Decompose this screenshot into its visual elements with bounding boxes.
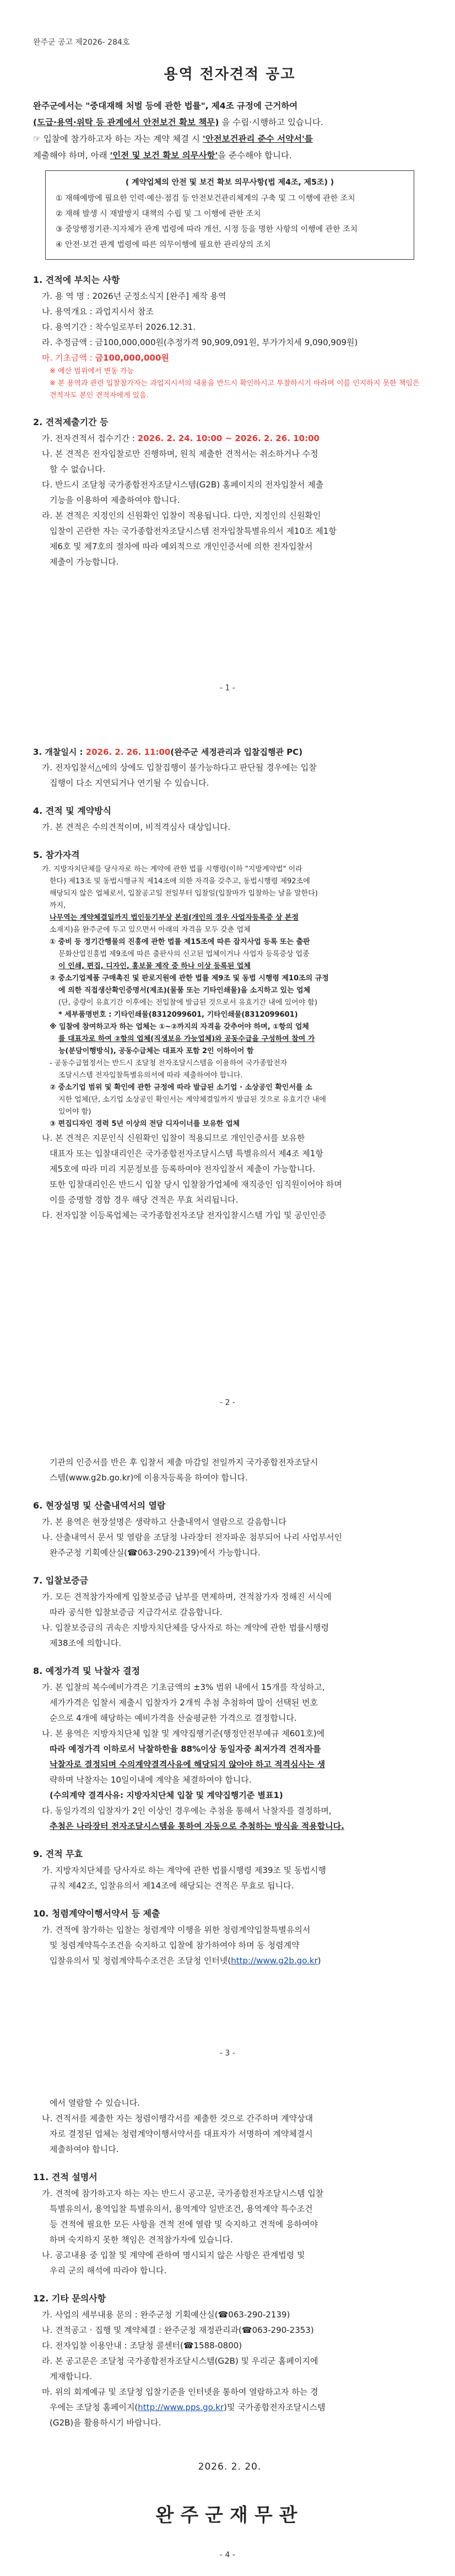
base-amount: 마. 기초금액 : 금100,000,000원 xyxy=(42,353,169,363)
paragraph-line: 다. 동일가격의 입찰자가 2인 이상인 경우에는 추첨을 통해서 낙찰자를 결정하며, xyxy=(42,1806,332,1816)
paragraph-line: (단, 중량이 유효기간 이후에는 전입찰에 발급된 것으로서 유효기간 내에 있어야 함) xyxy=(58,999,318,1007)
document-page-3 xyxy=(0,1424,455,2074)
paragraph-line: 에 의한 직접생산확인증명서(제조)(물품 또는 기타인쇄물)을 소지하고 있는 업체 xyxy=(58,986,311,995)
paragraph-line: 해당되지 않은 업체로서, 입찰공고일 전일부터 입찰일(입찰마가 입찰하는 날을 말한다) xyxy=(50,889,318,898)
section-9-heading: 9. 견적 무효 xyxy=(33,1849,83,1859)
paragraph-line: - 공동수급협정서는 반드시 조달청 전자조달시스템을 이용하여 국가종합전자 xyxy=(50,1059,288,1067)
g2b-link[interactable]: http://www.g2b.go.kr xyxy=(231,1956,318,1966)
paragraph-line: 및 청렴계약특수조건을 숙지하고 입찰에 참가하여야 하며 동 청렴계약 xyxy=(50,1940,300,1950)
paragraph-line: ② 중소기업 범위 및 확인에 관한 규정에 따라 발급된 소기업 · 소상공인 확인서를 소 xyxy=(50,1083,312,1092)
paragraph-line: 게재합니다. xyxy=(50,2371,93,2381)
paragraph-line: 특별유의서, 용역입찰 특별유의서, 용역계약 일반조건, 용역계약 특수조건 xyxy=(50,2204,313,2214)
paragraph-line: 가. 전자입찰서△에의 상에도 입찰집행이 불가능하다고 판단될 경우에는 입찰 xyxy=(42,763,317,772)
document-page-2 xyxy=(0,709,455,1424)
paragraph-line: 에서 열람할 수 있습니다. xyxy=(50,2098,140,2108)
paragraph-line: 지한 업체(단, 소기업 소상공인 확인서는 계약체결일까지 발급된 것으로 유효기간 내에 xyxy=(58,1096,326,1104)
paragraph-line: 마. 위의 회계예규 및 조달청 입찰기준을 인터넷을 통하여 열람하고자 하는 경 xyxy=(42,2387,318,2397)
paragraph-line: ※ 입찰에 참여하고자 하는 업체는 ①~②까지의 자격을 갖추어야 하며, ①항의 업체 xyxy=(50,1023,309,1031)
intro-line-1: 완주군에서는 "중대재해 처벌 등에 관한 법률", 제4조 규정에 근거하여 xyxy=(33,101,298,111)
paragraph-line: 자로 결정된 업체는 청렴계약이행서약서를 대표자가 서명하여 계약체결시 xyxy=(50,2129,313,2139)
paragraph-line: 조달시스템 전자입찰특별유의서에 따라 제출하여야 합니다. xyxy=(58,1071,243,1080)
paragraph-line: (수의계약 결격사유: 지방자치단체 입찰 및 계약집행기준 별표1) xyxy=(50,1790,283,1800)
opening-datetime: 3. 개찰일시 : 2026. 2. 26. 11:00(완주군 세정관리과 입찰집행관 PC) xyxy=(33,747,303,757)
paragraph-line: 나. 본 견적은 전자입찰로만 진행하며, 원칙 제출한 견적서는 취소하거나 수정 xyxy=(42,449,318,459)
notice-date: 2026. 2. 20. xyxy=(198,2461,262,2472)
section-11-heading: 11. 견적 설명서 xyxy=(33,2172,98,2182)
page-number: - 3 - xyxy=(220,2049,235,2058)
paragraph-line: 문화산업진흥법 제9조에 따른 출판사의 신고된 업체이거나 사업자 등록증상 업종 xyxy=(58,950,310,958)
paragraph-line: 가. 모든 견적참가자에게 입찰보증금 납부를 면제하며, 견적참가자 정해진 서식에 xyxy=(42,1592,332,1602)
paragraph-line: 이 인쇄, 편집, 디자인, 홍보물 제작 중 하나 이상 등록된 업체 xyxy=(58,962,251,970)
section-10-heading: 10. 청렴계약이행서약서 등 제출 xyxy=(33,1908,160,1919)
paragraph-line: 가. 본 입찰의 복수예비가격은 기초금액의 ±3% 범위 내에서 15개를 작성하고, xyxy=(42,1682,325,1692)
section-6-heading: 6. 현장설명 및 산출내역서의 열람 xyxy=(33,1500,166,1511)
service-name: 가. 용 역 명 : 2026년 군정소식지 [완주] 제작 용역 xyxy=(42,291,226,301)
paragraph-line: 또한 입찰대리인은 반드시 입찰 당시 입찰참가업체에 재직중인 임직원이어야 하며 xyxy=(50,1179,342,1189)
paragraph-line: 소재지)을 완주군에 두고 있으면서 아래의 자격을 모두 갖춘 업체 xyxy=(50,926,251,934)
paragraph-line: 입찰유의서 및 청렴계약특수조건은 조달청 인터넷(http://www.g2b.go.kr) xyxy=(50,1956,321,1966)
intro-line-2: (도급·용역·위탁 등 관계에서 안전보건 확보 책무) 을 수립·시행하고 있습니다. xyxy=(33,117,323,127)
submission-period: 가. 전자견적서 접수기간 : 2026. 2. 24. 10:00 ~ 2026. 2. 26. 10:00 xyxy=(42,433,319,443)
intro-line-4: 제출해야 하며, 아래 '인전 및 보건 확보 의무사항'을 준수해야 합니다. xyxy=(33,151,292,160)
issuer-signature: 완주군재무관 xyxy=(155,2504,304,2526)
paragraph-line: 스템(www.g2b.go.kr)에 이용자등록을 하여야 합니다. xyxy=(50,1473,248,1483)
obligations-box xyxy=(45,170,414,260)
paragraph-line: (G2B)을 활용하시기 바랍니다. xyxy=(50,2418,161,2428)
paragraph-line: 기능을 이용하여 제출하여야 합니다. xyxy=(50,495,180,505)
intro xyxy=(33,98,426,164)
paragraph-line: 대표자 또는 입찰대리인은 국가종합전자조달시스템 특별유의서 제4조 제1항 xyxy=(50,1149,323,1158)
paragraph-line: 가. 본 용역은 현장설명은 생략하고 산출내역서 열람으로 갈음합니다 xyxy=(42,1517,286,1527)
document-page-1 xyxy=(0,0,455,709)
paragraph-line: 가. 본 견적은 수의견적이며, 비적격심사 대상입니다. xyxy=(42,822,231,832)
page-number: - 1 - xyxy=(220,684,235,693)
section-7-heading: 7. 입찰보증금 xyxy=(33,1575,89,1586)
paragraph-line: 까지, xyxy=(50,901,66,910)
obligation-item: ① 재해예방에 필요한 인력·예산·점검 등 안전보건관리체계의 구축 및 그 이행에 관한 조치 xyxy=(56,194,355,203)
paragraph-line: 가. 지방자치단체를 당사자로 하는 계약에 관한 법률시행령 제39조 및 동법시행 xyxy=(42,1865,326,1875)
obligation-item: ③ 중앙행정기관·지자체가 관계 법령에 따라 개선, 시정 등을 명한 사항의 이행에 관한 조치 xyxy=(56,225,358,234)
contact-line: 다. 전자입찰 이용안내 : 조달청 콜센터(☎1588-0800) xyxy=(42,2341,242,2350)
paragraph-line: 입찰이 곤란한 자는 국가종합전자조달시스템 전자입찰특별유의서 제10조 제1항 xyxy=(50,526,337,536)
section-8-heading: 8. 예정가격 및 낙찰자 결정 xyxy=(33,1666,140,1676)
paragraph-line: ③ 편집디자인 경력 5년 이상의 전담 디자이너를 보유한 업체 xyxy=(50,1120,240,1128)
paragraph-line: 완주군청 기획예산실(☎063-290-2139)에서 가능합니다. xyxy=(50,1548,261,1558)
section-5-heading: 5. 참가자격 xyxy=(33,850,80,860)
page-number: - 2 - xyxy=(220,1398,235,1407)
obligations-box-title: ( 계약업체의 안전 및 보건 확보 의무사항(법 제4조, 제5조) ) xyxy=(125,178,334,187)
paragraph-line: 있어야 함) xyxy=(58,1108,91,1116)
paragraph-line: 략하며 낙찰자는 10일이내에 계약을 체결하여야 합니다. xyxy=(50,1775,252,1785)
document-page-4 xyxy=(0,2074,455,2576)
pps-link[interactable]: http://www.pps.go.kr xyxy=(138,2402,224,2412)
paragraph-line: 추첨은 나라장터 전자조달시스템을 통하여 자동으로 추첨하는 방식을 적용합니다. xyxy=(50,1821,344,1831)
paragraph-line: 나. 본 견적은 지문인식 신원확인 입찰이 적용되므로 개인인증서를 보유한 xyxy=(42,1133,305,1143)
paragraph-line: 나. 견적서를 제출한 자는 청렴이행각서를 제출한 것으로 간주하며 계약상대 xyxy=(42,2113,313,2123)
paragraph-line: 이를 증명할 경합 경우 해당 견적은 무효 처리됩니다. xyxy=(50,1195,239,1205)
section-1-heading: 1. 견적에 부치는 사항 xyxy=(33,275,120,285)
paragraph-line: 할 수 없습니다. xyxy=(50,464,106,474)
page-number: - 4 - xyxy=(220,2551,235,2559)
doc-number: 완주군 공고 제2026- 284호 xyxy=(33,38,130,47)
paragraph-line: 제38조에 의합니다. xyxy=(50,1638,122,1648)
paragraph-line: 라. 본 견적은 지정인의 신원확인 입찰이 적용됩니다. 다만, 지정인의 신원확인 xyxy=(42,511,321,520)
paragraph-line: 기관의 인증서를 반은 후 입찰서 제출 마감일 전일까지 국가종합전자조달시 xyxy=(50,1457,318,1467)
paragraph-line: 낙찰자로 결정되며 수의계약결격사유에 해당되지 않아야 하고 적격심사는 생 xyxy=(50,1759,326,1769)
service-period: 다. 용역기간 : 착수일로부터 2026.12.31. xyxy=(42,322,196,332)
paragraph-line: 한다) 제13조 및 동법시행규칙 제14조에 의한 자격을 갖추고, 동법시행령 제92조에 xyxy=(50,877,310,886)
paragraph-line: 제출이 가능합니다. xyxy=(50,557,119,567)
paragraph-line: 나무역는 계약체결일까지 법인등기부상 본점(개인의 경우 사업자등록증 상 본점 xyxy=(50,914,299,922)
paragraph-line: 따라 예정가격 이하로서 낙찰하한율 88%이상 동일자중 최저가격 견적자를 xyxy=(50,1744,321,1754)
obligation-item: ② 재해 발생 시 재발방지 대책의 수립 및 그 이행에 관한 조치 xyxy=(56,210,261,218)
paragraph-line: 가. 견적에 참가하는 입찰는 청렴계약 이행을 위한 청렴계약입찰특별유의서 xyxy=(42,1925,311,1935)
paragraph-line: 하며 숙지하지 못한 책임은 견적참가자에 있습니다. xyxy=(50,2235,233,2245)
paragraph-line: 제6호 및 제7호의 절차에 따라 예외적으로 개인인증서에 의한 전자입찰서 xyxy=(50,541,313,551)
note-budget: ※ 예산 범위에서 변동 가능 xyxy=(50,367,134,375)
intro-line-3: ☞ 입찰에 참가하고자 하는 자는 계약 체결 시 '안전보건관리 준수 서약서'를 xyxy=(33,134,313,144)
contact-line: 나. 견적공고 · 집행 및 계약체결 : 완주군청 재정관리과(☎063-290-2353) xyxy=(42,2325,314,2335)
paragraph-line: 우리 군의 해석에 따라야 합니다. xyxy=(50,2266,167,2276)
paragraph-line: 따라 공식한 입찰보증금 지급각서로 갈음합니다. xyxy=(50,1607,223,1617)
paragraph-line: 능(분담이행방식), 공동수급체는 대표자 포함 2인 이하이어 함 xyxy=(58,1047,254,1055)
section-4-heading: 4. 견적 및 계약방식 xyxy=(33,806,112,816)
paragraph-line: 집행이 다소 지연되거나 연기될 수 있습니다. xyxy=(50,778,209,788)
paragraph-line: 제5호에 따라 미리 지문정보를 등록하여야 전자입찰서 제출이 가능합니다. xyxy=(50,1164,316,1174)
paragraph-line: 등 견적에 필요한 모든 사항을 견적 전에 열람 및 숙지하고 견적에 응하여야 xyxy=(50,2219,318,2229)
paragraph-line: 다. 전자입찰 이등록업체는 국가종합전자조달 전자입찰시스템 가입 및 공인인증 xyxy=(42,1210,327,1220)
section-12-heading: 12. 기타 문의사항 xyxy=(33,2293,106,2304)
note-instructions: ※ 본 용역과 관련 입찰참가자는 과업지시서의 내용을 반드시 확인하시고 투찰하시기 바라며 이를 인지하지 못한 책임은 견적자도 본인 견적자에게 있음. xyxy=(50,379,420,400)
estimated-amount: 라. 추정금액 : 금100,000,000원(추정가격 90,909,091원, 부가가치세 9,090,909원) xyxy=(42,337,358,347)
paragraph-line: 가. 견적에 참가하고자 하는 자는 반드시 공고문, 국가종합전자조달시스템 입찰 xyxy=(42,2188,324,2198)
paragraph-line: 다. 반드시 조달청 국가종합전자조달시스템(G2B) 홈페이지의 전자입찰서 제출 xyxy=(42,480,324,490)
paragraph-line: 라. 본 공고문은 조달청 국가종합전자조달시스템(G2B) 및 우리군 홈페이지에 xyxy=(42,2356,318,2366)
paragraph-line: 를 대표자로 하여 ②항의 업체(직생보유 가능업체)와 공동수급을 구성하여 참여 가 xyxy=(58,1035,315,1043)
paragraph-line: 세가가격은 입찰서 제출시 입찰자가 2개씩 추첨 추첨하여 많이 선택된 번호 xyxy=(50,1698,318,1708)
paragraph-line: * 세부품명번호 : 기타인쇄물(8312099601, 기타인쇄물(8312099601) xyxy=(58,1011,298,1019)
paragraph-line: 제출하여야 합니다. xyxy=(50,2144,119,2154)
contact-line: 가. 사업의 세부내용 문의 : 완주군청 기획예산실(☎063-290-2139) xyxy=(42,2310,290,2320)
paragraph-line: 나. 입찰보증금의 귀속은 지방자치단체를 당사자로 하는 계약에 관한 법률시행령 xyxy=(42,1623,329,1633)
page-title: 용역 전자견적 공고 xyxy=(164,66,296,83)
paragraph-line: 나. 공고내용 중 입찰 및 계약에 관하여 명시되지 않은 사항은 관계법령 및 xyxy=(42,2250,305,2260)
paragraph-line: ① 중비 등 정기간행물의 진흥에 관한 법률 제15조에 따른 잡지사업 등록 또는 출판 xyxy=(50,938,310,946)
paragraph-line: 순으로 4개에 해당하는 예비가격을 산술평균한 가격으로 결정합니다. xyxy=(50,1713,297,1723)
paragraph-line: 가. 지방자치단체를 당사자로 하는 계약에 관한 법률 시행령(이하 "지방계약법" 이라 xyxy=(42,865,302,873)
paragraph-line: 우에는 조달청 홈페이지(http://www.pps.go.kr)및 국가종합전자조달시스템 xyxy=(50,2402,326,2412)
section-2-heading: 2. 견적제출기간 등 xyxy=(33,417,109,427)
obligation-item: ④ 안전·보건 관계 법령에 따른 의무이행에 필요한 관리상의 조치 xyxy=(56,240,271,249)
paragraph-line: 나. 산출내역서 문서 및 열람을 조달청 나라장터 전자파운 첨부되어 나리 사업부서인 xyxy=(42,1532,343,1542)
paragraph-line: ② 중소기업제품 구매촉진 및 판로지원에 관한 법률 제9조 및 동법 시행령 제10조의 규정 xyxy=(50,974,329,983)
paragraph-line: 나. 본 용역은 지방자치단체 입찰 및 계약집행기준(행정안전부예규 제601호)에 xyxy=(42,1729,325,1738)
service-overview: 나. 용역개요 : 과업지시서 참조 xyxy=(42,307,154,316)
paragraph-line: 규칙 제42조, 입찰유의서 제14조에 해당되는 견적은 무효로 됩니다. xyxy=(50,1881,294,1891)
